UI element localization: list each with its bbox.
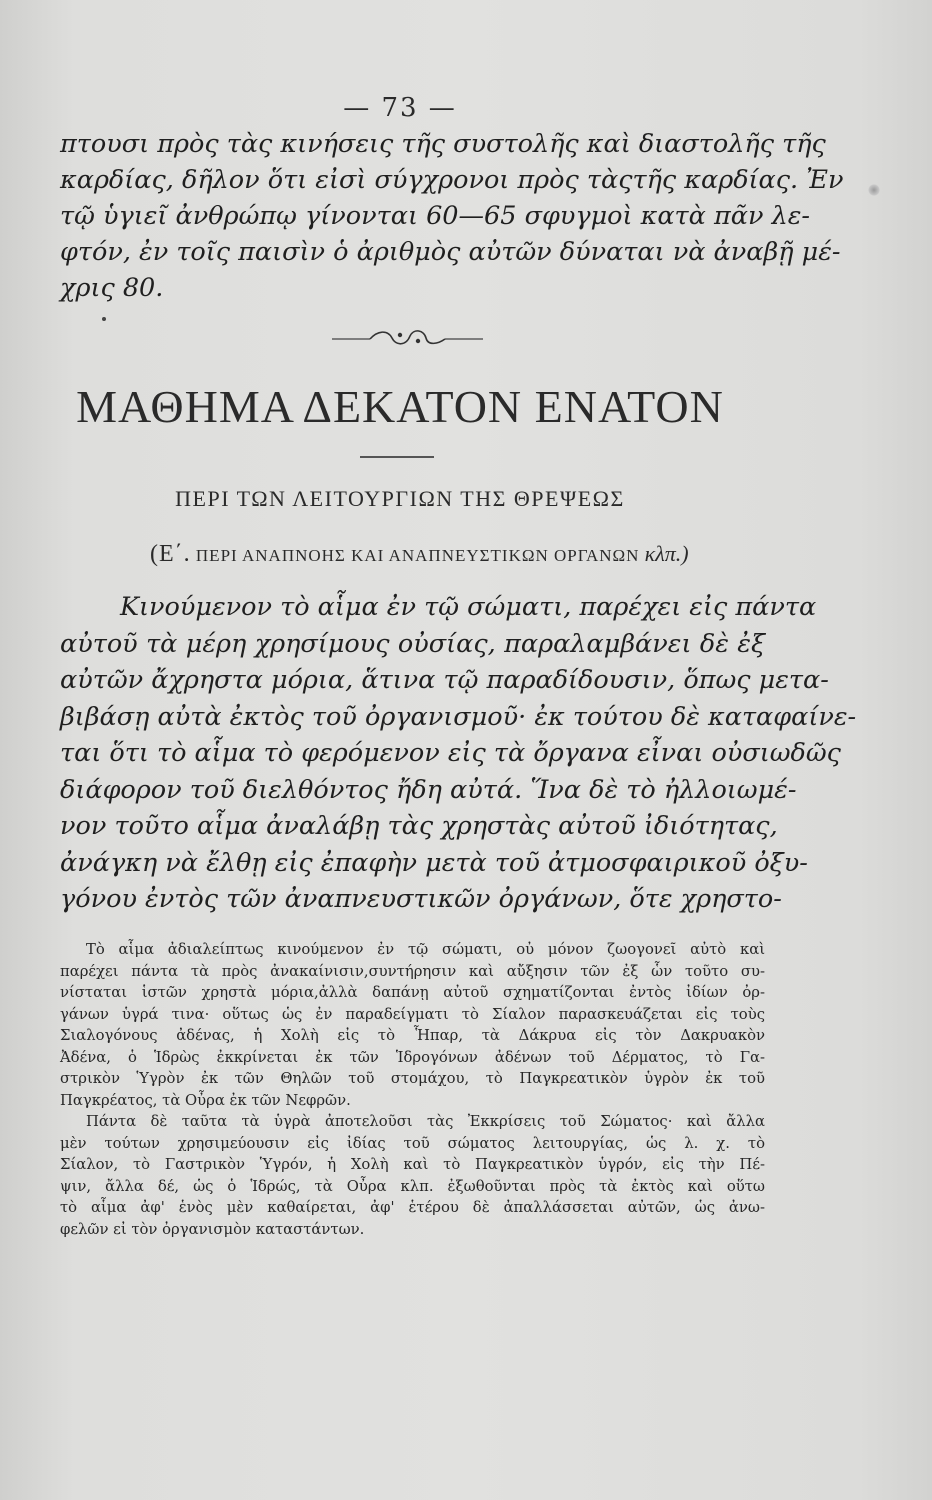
top-paragraph — [60, 126, 844, 306]
text-line: αὐτοῦ τὰ μέρη χρησίμους οὐσίας, παραλαμβάνει δὲ ἐξ — [60, 628, 765, 659]
ornament-divider — [330, 326, 485, 348]
section-open: (Ε΄. — [150, 541, 191, 567]
footnote-line: νίσταται ἱστῶν χρηστὰ μόρια,ἀλλὰ δαπάνῃ αὐτοῦ σχηματίζονται ἐντὸς ἰδίων ὀρ- — [60, 984, 765, 1001]
section-heading — [150, 541, 762, 568]
footnote-line: Ἀδένα, ὁ Ἱδρὼς ἐκκρίνεται ἐκ τῶν Ἱδρογόνων ἀδένων τοῦ Δέρματος, τὸ Γα- — [60, 1048, 765, 1066]
footnote-line: ψιν, ἄλλα δέ, ὡς ὁ Ἱδρώς, τὰ Οὖρα κλπ. ἐξωθοῦνται πρὸς τὰ ἐκτὸς καὶ οὕτω — [60, 1177, 765, 1195]
footnote-line: Σιαλογόνους ἀδένας, ἡ Χολὴ εἰς τὸ Ἧπαρ, τὰ Δάκρυα εἰς τὸν Δακρυακὸν — [60, 1027, 765, 1044]
text-line: καρδίας, δῆλον ὅτι εἰσὶ σύγχρονοι πρὸς τὰςτῆς καρδίας. Ἐν — [60, 165, 844, 195]
page-number: — 73 — — [343, 93, 457, 123]
text-line: διάφορον τοῦ διελθόντος ἤδη αὐτά. Ἵνα δὲ τὸ ἠλλοιωμέ- — [60, 774, 797, 805]
title-rule — [360, 456, 434, 458]
footnote-line: μὲν τούτων χρησιμεύουσιν εἰς ἰδίας τοῦ σώματος λειτουργίας, ὡς λ. χ. τὸ — [60, 1134, 765, 1152]
text-line: πτουσι πρὸς τὰς κινήσεις τῆς συστολῆς καὶ διαστολῆς τῆς — [60, 129, 826, 159]
main-paragraph — [60, 589, 857, 918]
footnote-line: Σίαλον, τὸ Γαστρικὸν Ὑγρόν, ἡ Χολὴ καὶ τὸ Παγκρεατικὸν ὑγρόν, εἰς τὴν Πέ- — [60, 1156, 765, 1173]
footnote-line: Πάντα δὲ ταῦτα τὰ ὑγρὰ ἀποτελοῦσι τὰς Ἐκκρίσεις τοῦ Σώματος· καὶ ἄλλα — [86, 1113, 765, 1130]
text-line: τῷ ὑγιεῖ ἀνθρώπῳ γίνονται 60—65 σφυγμοὶ κατὰ πᾶν λε- — [60, 201, 811, 231]
footnote-line: Τὸ αἷμα ἀδιαλείπτως κινούμενον ἐν τῷ σώματι, οὐ μόνον ζωογονεῖ αὐτὸ καὶ — [86, 941, 765, 958]
text-line: ἀνάγκη νὰ ἔλθῃ εἰς ἐπαφὴν μετὰ τοῦ ἀτμοσφαιρικοῦ ὀξυ- — [60, 847, 808, 878]
paper-speck — [868, 184, 880, 196]
footnote-line: γάνων ὑγρά τινα· οὕτως ὡς ἐν παραδείγματι τὸ Σίαλον παρασκευάζεται εἰς τοὺς — [60, 1005, 765, 1023]
chapter-subtitle: ΠΕΡΙ ΤΩΝ ΛΕΙΤΟΥΡΓΙΩΝ ΤΗΣ ΘΡΕΨΕΩΣ — [175, 486, 625, 511]
text-line: αὐτῶν ἄχρηστα μόρια, ἅτινα τῷ παραδίδουσιν, ὅπως μετα- — [60, 665, 829, 695]
footnote-line: φελῶν εἰ τὸν ὀργανισμὸν καταστάντων. — [60, 1220, 365, 1238]
footnote-line: Παγκρέατος, τὰ Οὖρα ἐκ τῶν Νεφρῶν. — [60, 1091, 351, 1109]
footnote-line: τὸ αἷμα ἀφ' ἑνὸς μὲν καθαίρεται, ἀφ' ἑτέρου δὲ ἀπαλλάσσεται αὐτῶν, ὡς ἀνω- — [60, 1199, 765, 1216]
footnote-line: στρικὸν Ὑγρὸν ἐκ τῶν Θηλῶν τοῦ στομάχου, τὸ Παγκρεατικὸν ὑγρὸν ἐκ τοῦ — [60, 1070, 765, 1087]
text-line: χρις 80. — [60, 273, 164, 303]
text-line: νον τοῦτο αἷμα ἀναλάβῃ τὰς χρηστὰς αὐτοῦ ἰδιότητας, — [60, 811, 778, 841]
text-line: γόνου ἐντὸς τῶν ἀναπνευστικῶν ὀργάνων, ὅτε χρηστο- — [60, 884, 782, 914]
chapter-title: ΜΑΘΗΜΑ ΔΕΚΑΤΟΝ ΕΝΑΤΟΝ — [76, 381, 724, 432]
section-tail: κλπ.) — [644, 541, 689, 566]
stray-dot — [102, 317, 106, 321]
footnote — [60, 939, 765, 1240]
text-line: φτόν, ἐν τοῖς παισὶν ὁ ἀριθμὸς αὐτῶν δύναται νὰ ἀναβῇ μέ- — [60, 237, 841, 267]
footnote-line: παρέχει πάντα τὰ πρὸς ἀνακαίνισιν,συντήρησιν καὶ αὔξησιν τῶν ἐξ ὧν τοῦτο συ- — [60, 962, 765, 980]
section-heading-text: ΠΕΡΙ ΑΝΑΠΝΟΗΣ ΚΑΙ ΑΝΑΠΝΕΥΣΤΙΚΩΝ ΟΡΓΑΝΩΝ — [195, 546, 640, 565]
text-line: ται ὅτι τὸ αἷμα τὸ φερόμενον εἰς τὰ ὄργανα εἶναι οὐσιωδῶς — [60, 738, 841, 768]
text-line: Κινούμενον τὸ αἷμα ἐν τῷ σώματι, παρέχει εἰς πάντα — [120, 592, 817, 622]
text-line: βιβάσῃ αὐτὰ ἐκτὸς τοῦ ὀργανισμοῦ· ἐκ τούτου δὲ καταφαίνε- — [60, 701, 857, 732]
